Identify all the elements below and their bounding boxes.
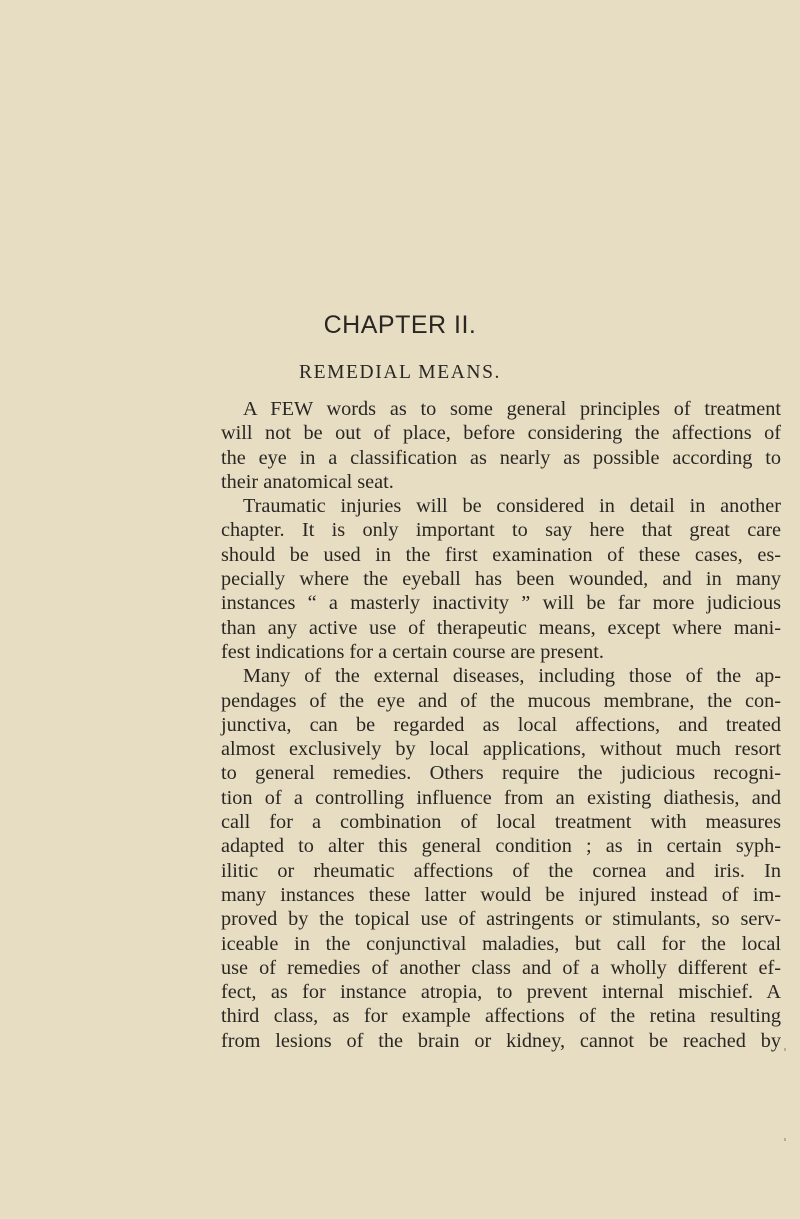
text-line: should be used in the first examination of these cases, es-	[221, 543, 781, 566]
text-line: pecially where the eyeball has been wounded, and in many	[221, 568, 781, 591]
text-line: instances “ a masterly inactivity ” will be far more judicious	[221, 592, 781, 615]
text-line: fest indications for a certain course are present.	[221, 640, 604, 663]
text-line: their anatomical seat.	[221, 470, 394, 493]
text-line: will not be out of place, before considering the affections of	[221, 422, 781, 445]
text-line: adapted to alter this general condition ; as in certain syph-	[221, 835, 781, 858]
text-line: tion of a controlling influence from an existing diathesis, and	[221, 786, 781, 809]
text-line: iceable in the conjunctival maladies, but call for the local	[221, 932, 781, 955]
text-line: ilitic or rheumatic affections of the cornea and iris. In	[221, 859, 781, 882]
text-line: to general remedies. Others require the judicious recogni-	[221, 762, 781, 785]
text-line: Traumatic injuries will be considered in detail in another	[243, 495, 781, 518]
text-line: use of remedies of another class and of a wholly different ef-	[221, 956, 781, 979]
text-line: chapter. It is only important to say here that great care	[221, 519, 781, 542]
text-line: A FEW words as to some general principles of treatment	[243, 398, 781, 420]
page-speck	[784, 1048, 786, 1051]
text-line: the eye in a classification as nearly as possible according to	[221, 446, 781, 469]
body-text	[221, 397, 781, 1053]
text-line: almost exclusively by local applications, without much resort	[221, 738, 781, 761]
text-line: than any active use of therapeutic means, except where mani-	[221, 616, 781, 639]
text-line: fect, as for instance atropia, to prevent internal mischief. A	[221, 981, 781, 1004]
text-line: from lesions of the brain or kidney, cannot be reached by	[221, 1029, 781, 1052]
page-speck	[784, 1138, 786, 1141]
text-line: junctiva, can be regarded as local affections, and treated	[221, 713, 781, 736]
text-line: pendages of the eye and of the mucous membrane, the con-	[221, 689, 781, 712]
text-line: many instances these latter would be injured instead of im-	[221, 883, 781, 906]
text-line: third class, as for example affections of the retina resulting	[221, 1005, 781, 1028]
chapter-heading: CHAPTER II.	[323, 311, 477, 339]
text-line: call for a combination of local treatment with measures	[221, 811, 781, 834]
section-heading: REMEDIAL MEANS.	[298, 362, 502, 383]
text-line: proved by the topical use of astringents or stimulants, so serv-	[221, 908, 781, 931]
text-line: Many of the external diseases, including those of the ap-	[243, 665, 781, 688]
